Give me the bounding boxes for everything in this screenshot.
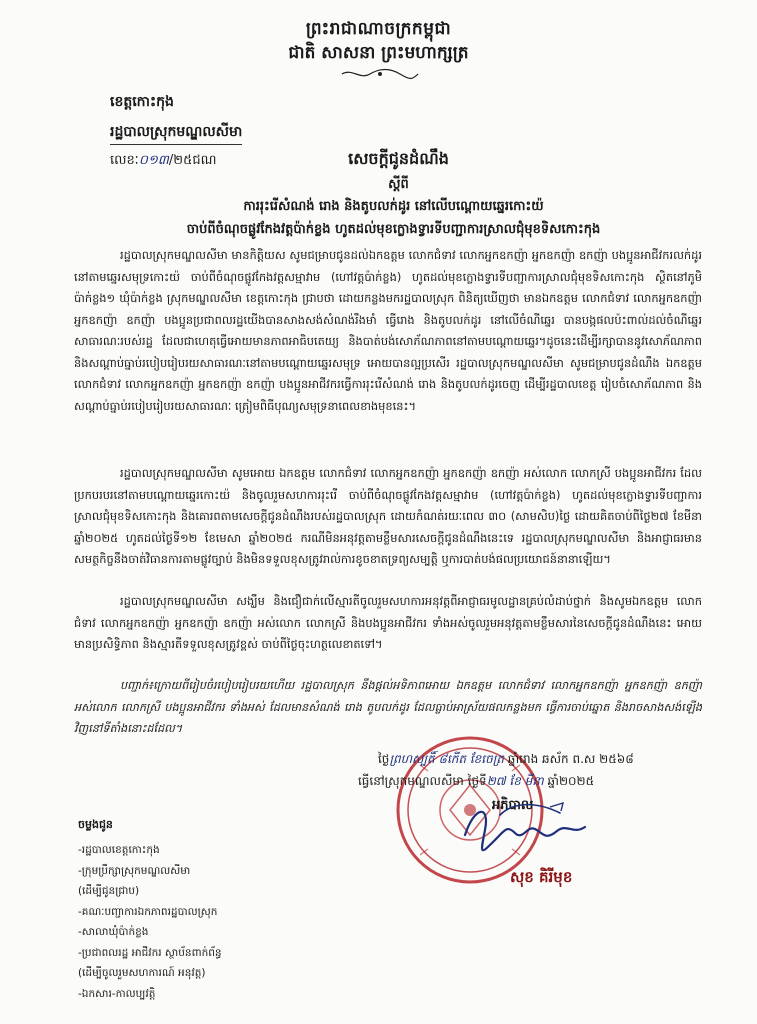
governor-title: អភិបាល [492,798,534,813]
cc-item: -រដ្ឋបាលខេត្តកោះកុង [78,844,160,856]
solar-date [358,773,594,791]
cc-item: -សាលាឃុំប៉ាក់ខ្លង [78,926,149,938]
document-about: ស្តីពី [388,177,409,192]
note-text: បញ្ជាក់៖ក្រោយពីរៀបចំរបៀបរៀបរយហើយ រដ្ឋបាលស្រុក នឹងផ្តល់អទិភាពអោយ ឯកឧត្តម លោកជំទាវ លោកអ្នកឧកញ៉ា អ្នកឧកញ៉ា ឧកញ៉ា អស់លោក លោកស្រី បងប្អូនអាជីវករ ទាំងអស់ ដែលមានសំណង់ រោង តូបលក់ដូរ ដែលធ្លាប់អាស្រ័យផលកន្លងមក ធ្វើការចាប់ឆ្នោត និងរាចសាងសង់ឡើងវិញនៅទីតាំងនោះដដែល។ [74,679,702,735]
body-paragraph [74,245,702,417]
handwritten-signature-icon [445,795,605,865]
cc-item: -ប្រជាពលរដ្ឋ អាជីវករ ស្ថាប័នពាក់ព័ន្ធ [78,946,222,959]
paragraph-text: រដ្ឋបាលស្រុកមណ្ឌលសីមា សូមអោយ ឯកឧត្តម លោកជំទាវ លោកអ្នកឧកញ៉ា អ្នកឧកញ៉ា ឧកញ៉ា អស់លោក លោកស្រី បងប្អូនអាជីវករ ដែលប្រកបរបរនៅតាមបណ្តោយឆ្នេរកោះយ៉ និងចូលរួមសហការរុះរើ ចាប់ពីចំណុចផ្លូវកែងវត្តសម្មាវាម (ហៅវត្តប៉ាក់ខ្លង) ហូតដល់មុខក្លោងទ្វារទីបញ្ជាការស្រាលជុំមុខទិសកោះកុង និងគោរពតាមសេចក្តីជូនដំណឹងរបស់រដ្ឋបាលស្រុក ដោយកំណត់រយៈពេល ៣០ (សាមសិប)ថ្ងៃ ដោយគិតចាប់ពីថ្ងៃ២៧ ខែមីនា ឆ្នាំ២០២៥ ហូតដល់ថ្ងៃទី១២ ខែមេសា ឆ្នាំ២០២៥ ករណីមិនអនុវត្តតាមខ្លឹមសារសេចក្តីជូនដំណឹងនេះទេ រដ្ឋបាលស្រុកមណ្ឌលសីមា និងអាជ្ញាធរមានសមត្ថកិច្ចនឹងចាត់វិធានការតាមផ្លូវច្បាប់ និងមិនទទួលខុសត្រូវរាល់ការខូចខាតទ្រព្យសម្បត្តិ ឬការបាត់បង់ផលប្រយោជន៍នានាឡើយ។ [74,466,702,566]
paragraph-text: រដ្ឋបាលស្រុកមណ្ឌលសីមា មានកិត្តិយស សូមជម្រាបជូនដល់ឯកឧត្តម លោកជំទាវ លោកអ្នកឧកញ៉ា អ្នកឧកញ៉ា ឧកញ៉ា បងប្អូនអាជីវករលក់ដូរនៅតាមឆ្នេរសមុទ្រកោះយ៉ ចាប់ពីចំណុចផ្លូវកែងវត្តសម្មាវាម (ហៅវត្តប៉ាក់ខ្លង) ហូតដល់មុខក្លោងទ្វារទីបញ្ជាការស្រាលជុំមុខទិសកោះកុង ស្ថិតនៅភូមិប៉ាក់ខ្លង១ ឃុំប៉ាក់ខ្លង ស្រុកមណ្ឌលសីមា ខេត្តកោះកុង ជ្រាបថា ដោយកន្លងមករដ្ឋបាលស្រុក ពិនិត្យឃើញថា មានឯកឧត្តម លោកជំទាវ លោកអ្នកឧកញ៉ា អ្នកឧកញ៉ា ឧកញ៉ា បងប្អូនប្រជាពលរដ្ឋយើងបានសាងសង់សំណង់រឹងមាំ ធ្វើរោង និងតូបលក់ដូរ នៅលើចំណីឆ្នេរ បានបង្កផលប៉ះពាល់ដល់ចំណីឆ្នេរសាធារណៈរបស់រដ្ឋ ដែលជាហេតុធ្វើអោយមានភាពអាធិបតេយ្យ និងបាត់បង់សោភ័ណភាពនៅតាមបណ្តោយឆ្នេរ។ដូចនេះដើម្បីរក្សាបាននូវសោភ័ណភាព និងសណ្តាប់ធ្នាប់របៀបរៀបរយសាធារណៈនៅតាមបណ្តោយឆ្នេរសមុទ្រ អោយបានល្អប្រសើរ រដ្ឋបាលស្រុកមណ្ឌលសីមា សូមជម្រាបជូនដំណឹង ឯកឧត្តម លោកជំទាវ លោកអ្នកឧកញ៉ា អ្នកឧកញ៉ា ឧកញ៉ា បងប្អូនអាជីវករធ្វើការរុះរើសំណង់ រោង និងតូបលក់ដូរចេញ ដើម្បីរដ្ឋបាលខេត្ត រៀបចំសោភ័ណភាព និងសណ្តាប់ធ្នាប់របៀបរៀបរយសាធារណៈ ត្រៀមពិធីបុណ្យសមុទ្រនាពេលខាងមុខនេះ។ [74,248,702,413]
solar-date-suffix: ឆ្នាំ២០២៥ [547,774,595,788]
cc-item: (ដើម្បីចូលរួមសហការណ៍ អនុវត្ត) [78,967,206,979]
ref-prefix: លេខៈ [110,153,139,168]
lunar-date [378,751,634,769]
ref-number-handwritten: ០១៣ [138,153,169,168]
lunar-date-handwritten: ព្រហស្បតិ៍ ៨កើត ខែចេត្រ [389,752,504,766]
kingdom-header: ព្រះរាជាណាចក្រកម្ពុជា [305,19,452,39]
body-paragraph [74,591,702,656]
paragraph-text: រដ្ឋបាលស្រុកមណ្ឌលសីមា សង្ឃឹម និងជឿជាក់លើស្មារតីចូលរួមសហការអនុវត្តពីអាជ្ញាធរមូលដ្ឋានគ្រប់លំដាប់ថ្នាក់ និងសូមឯកឧត្តម លោកជំទាវ លោកអ្នកឧកញ៉ា អ្នកឧកញ៉ា ឧកញ៉ា អស់លោក លោកស្រី និងបងប្អូនអាជីវករ ទាំងអស់ចូលរួមអនុវត្តតាមខ្លឹមសារនៃសេចក្តីជូនដំណឹងនេះ អោយមានប្រសិទ្ធិភាព និងស្មារតីទទួលខុសត្រូវខ្ពស់ ចាប់ពីថ្ងៃចុះហត្ថលេខាតទៅ។ [74,594,702,651]
ref-suffix: /២៥ជណ [168,153,217,168]
document-title: សេចក្តីជូនដំណឹង [348,149,449,168]
cc-list [78,840,222,1004]
lunar-date-suffix: ឆ្នាំរោង ឆស័ក ព.ស ២៥៦៨ [507,752,634,766]
sender-province: ខេត្តកោះកុង [110,94,174,110]
solar-date-prefix: ធ្វើនៅស្រុកមណ្ឌលសីមា ថ្ងៃទី [358,774,487,788]
body-paragraph [74,463,702,571]
subject-line-2: ចាប់ពីចំណុចផ្លូវកែងវត្តប៉ាក់ខ្លង ហូតដល់មុខក្លោងទ្វារទីបញ្ជាការស្រាលជុំមុខទិសកោះកុង [186,222,601,237]
solar-date-handwritten: ២៧ ខែ មីនា [486,774,544,788]
subject-line-1: ការរុះរើសំណង់ រោង និងតូបលក់ដូរ នៅលើបណ្តោយឆ្នេរកោះយ៉ [243,199,544,214]
signer-name: សុខ គិរីមុខ [510,868,573,886]
lunar-date-prefix: ថ្ងៃ [378,752,390,766]
cc-item: -ក្រុមប្រឹក្សាស្រុកមណ្ឌលសីមា [78,864,191,877]
ornament-divider-icon [340,68,420,80]
cc-title: ចម្លងជូន [78,818,113,831]
cc-item: (ដើម្បីជូនជ្រាប) [78,885,140,897]
sender-administration: រដ្ឋបាលស្រុកមណ្ឌលសីមា [110,122,242,145]
national-motto: ជាតិ សាសនា ព្រះមហាក្សត្រ [288,43,469,63]
cc-item: -ឯកសារ-កាលប្បវត្តិ [78,987,156,1000]
cc-item: -គណៈបញ្ជាការឯកភាពរដ្ឋបាលស្រុក [78,905,218,918]
